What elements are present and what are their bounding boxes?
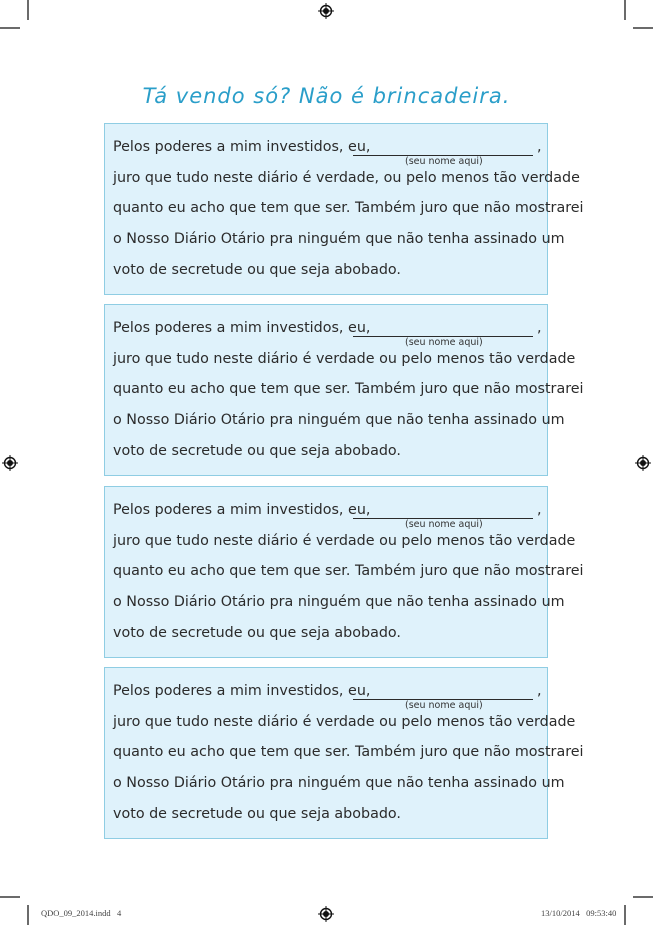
oath-line-2: juro que tudo neste diário é verdade ou pelo menos tão verdade xyxy=(113,351,576,367)
oath-line-3: quanto eu acho que tem que ser. Também juro que não mostrarei xyxy=(113,200,584,216)
crop-mark-top-left-v xyxy=(27,0,29,20)
name-field[interactable] xyxy=(353,138,533,156)
oath-box-3 xyxy=(104,486,584,658)
oath-line-4: o Nosso Diário Otário pra ninguém que não tenha assinado um xyxy=(113,412,565,428)
comma: , xyxy=(537,320,542,336)
oath-line-4: o Nosso Diário Otário pra ninguém que não tenha assinado um xyxy=(113,775,565,791)
oath-line-3: quanto eu acho que tem que ser. Também juro que não mostrarei xyxy=(113,744,584,760)
name-field-hint: (seu nome aqui) xyxy=(405,519,483,530)
registration-mark-right-icon xyxy=(635,455,651,471)
oath-line-1: Pelos poderes a mim investidos, eu, xyxy=(113,683,371,699)
oath-line-1: Pelos poderes a mim investidos, eu, xyxy=(113,502,371,518)
name-field[interactable] xyxy=(353,682,533,700)
registration-mark-bottom-icon xyxy=(318,906,334,922)
page-title: Tá vendo só? Não é brincadeira. xyxy=(142,84,511,108)
crop-mark-bottom-left-h xyxy=(0,896,20,898)
oath-line-4: o Nosso Diário Otário pra ninguém que não tenha assinado um xyxy=(113,231,565,247)
name-field[interactable] xyxy=(353,501,533,519)
comma: , xyxy=(537,502,542,518)
oath-line-3: quanto eu acho que tem que ser. Também juro que não mostrarei xyxy=(113,563,584,579)
crop-mark-top-right-v xyxy=(624,0,626,20)
slug-filename: QDO_09_2014.indd 4 xyxy=(41,908,122,918)
crop-mark-top-left-h xyxy=(0,27,20,29)
oath-line-5: voto de secretude ou que seja abobado. xyxy=(113,262,401,278)
oath-line-4: o Nosso Diário Otário pra ninguém que não tenha assinado um xyxy=(113,594,565,610)
name-field-hint: (seu nome aqui) xyxy=(405,700,483,711)
oath-box-2 xyxy=(104,304,584,476)
oath-line-1: Pelos poderes a mim investidos, eu, xyxy=(113,139,371,155)
oath-line-1: Pelos poderes a mim investidos, eu, xyxy=(113,320,371,336)
name-field[interactable] xyxy=(353,319,533,337)
crop-mark-bottom-right-h xyxy=(633,896,653,898)
oath-line-3: quanto eu acho que tem que ser. Também juro que não mostrarei xyxy=(113,381,584,397)
crop-mark-top-right-h xyxy=(633,27,653,29)
name-field-hint: (seu nome aqui) xyxy=(405,337,483,348)
oath-box-4 xyxy=(104,667,584,839)
oath-box-1 xyxy=(104,123,584,295)
comma: , xyxy=(537,683,542,699)
oath-line-5: voto de secretude ou que seja abobado. xyxy=(113,443,401,459)
oath-line-5: voto de secretude ou que seja abobado. xyxy=(113,806,401,822)
crop-mark-bottom-left-v xyxy=(27,905,29,925)
oath-line-2: juro que tudo neste diário é verdade ou pelo menos tão verdade xyxy=(113,533,576,549)
oath-line-2: juro que tudo neste diário é verdade, ou pelo menos tão verdade xyxy=(113,170,580,186)
comma: , xyxy=(537,139,542,155)
name-field-hint: (seu nome aqui) xyxy=(405,156,483,167)
oath-line-5: voto de secretude ou que seja abobado. xyxy=(113,625,401,641)
crop-mark-bottom-right-v xyxy=(624,905,626,925)
oath-line-2: juro que tudo neste diário é verdade ou pelo menos tão verdade xyxy=(113,714,576,730)
slug-timestamp: 13/10/2014 09:53:40 xyxy=(541,908,617,918)
registration-mark-left-icon xyxy=(2,455,18,471)
registration-mark-top-icon xyxy=(318,3,334,19)
